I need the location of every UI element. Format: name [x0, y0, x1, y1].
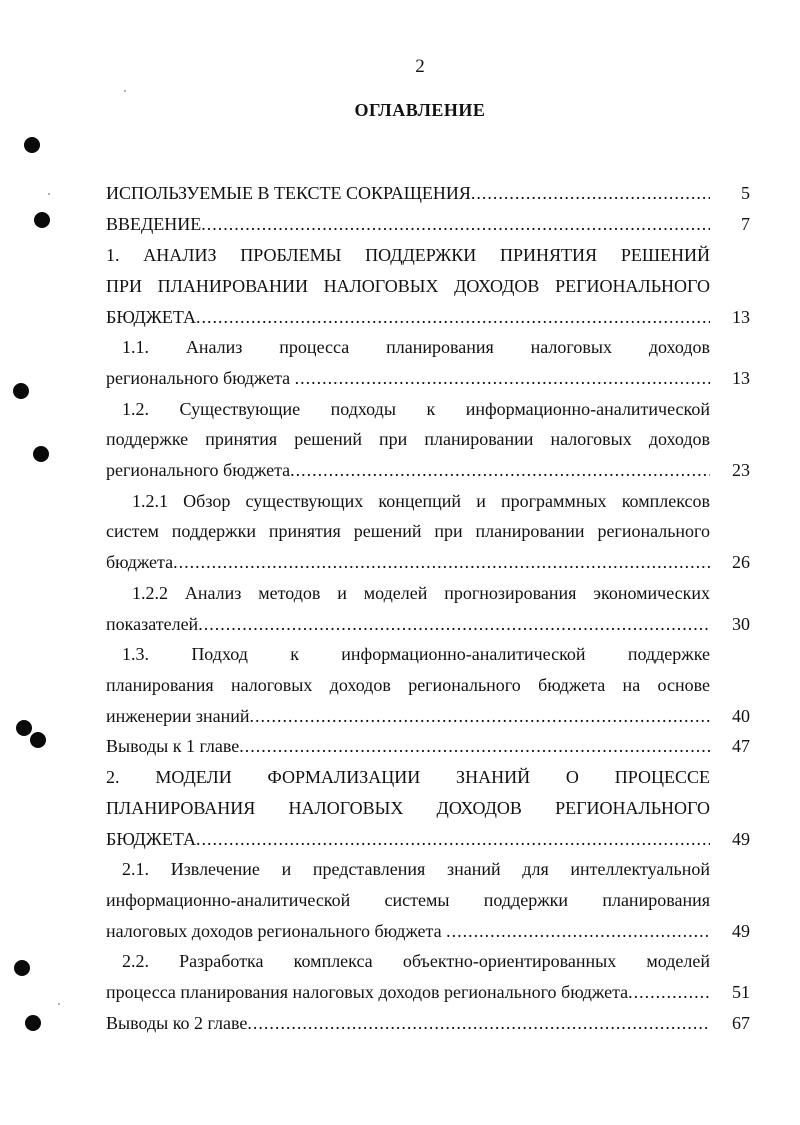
- toc-page-ref: 13: [732, 368, 750, 388]
- punch-hole-mark: [33, 446, 49, 462]
- punch-hole-mark: [25, 1015, 41, 1031]
- leader-dots: [247, 1008, 710, 1039]
- toc-entry-abbreviations: [106, 178, 710, 209]
- toc-entry-introduction: [106, 209, 710, 240]
- toc-page-ref: 47: [732, 736, 750, 756]
- toc-entry-line: БЮДЖЕТА: [106, 829, 196, 849]
- toc-entry-line: систем поддержки принятия решений при планировании регионального: [106, 521, 710, 541]
- toc-entry-section-1-3: 1.3. Подход к информационно-аналитической поддержке: [122, 644, 710, 664]
- leader-dots: [295, 363, 710, 394]
- leader-dots: [198, 609, 710, 640]
- leader-dots: [173, 547, 710, 578]
- toc-entry-line: бюджета: [106, 552, 174, 572]
- leader-dots: [290, 455, 710, 486]
- toc-entry-section-2-2: 2.2. Разработка комплекса объектно-ориентированных моделей: [122, 951, 710, 971]
- leader-dots: [239, 731, 710, 762]
- toc-entry-line-last: [106, 824, 710, 855]
- toc-entry-section-1-2: 1.2. Существующие подходы к информационно-аналитической: [122, 399, 710, 419]
- toc-entry-line: налоговых доходов регионального бюджета: [106, 921, 447, 941]
- toc-title: ОГЛАВЛЕНИЕ: [354, 100, 486, 120]
- punch-hole-mark: [14, 960, 30, 976]
- toc-entry-line: БЮДЖЕТА: [106, 307, 196, 327]
- toc-page-ref: 26: [732, 552, 750, 572]
- toc-entry-conclusions-1: [106, 731, 710, 762]
- punch-hole-mark: [34, 212, 50, 228]
- toc-entry-line: Выводы к 1 главе: [106, 736, 240, 756]
- toc-entry-line: регионального бюджета: [106, 368, 295, 388]
- leader-dots: [196, 302, 710, 333]
- toc-entry-section-2-1: 2.1. Извлечение и представления знаний для интеллектуальной: [122, 859, 710, 879]
- toc-entry-line-last: [106, 609, 710, 640]
- toc-entry-line: информационно-аналитической системы поддержки планирования: [106, 890, 710, 910]
- toc-page-ref: 23: [732, 460, 750, 480]
- toc-page-ref: 40: [732, 706, 750, 726]
- toc-page-ref: 49: [732, 921, 750, 941]
- punch-hole-mark: [24, 137, 40, 153]
- toc-page-ref: 30: [732, 614, 750, 634]
- toc-entry-line: Выводы ко 2 главе: [106, 1013, 248, 1033]
- toc-page-ref: 5: [741, 183, 750, 203]
- scan-speck: [58, 1003, 60, 1005]
- scan-speck: [124, 90, 126, 92]
- scan-speck: [48, 193, 50, 195]
- toc-entry-line: ВВЕДЕНИЕ: [106, 214, 202, 234]
- toc-entry-line-last: [106, 455, 710, 486]
- leader-dots: [628, 977, 710, 1008]
- toc-page-ref: 7: [741, 214, 750, 234]
- toc-entry-line: ПРИ ПЛАНИРОВАНИИ НАЛОГОВЫХ ДОХОДОВ РЕГИОНАЛЬНОГО: [106, 276, 710, 296]
- toc-entry-line: ПЛАНИРОВАНИЯ НАЛОГОВЫХ ДОХОДОВ РЕГИОНАЛЬНОГО: [106, 798, 710, 818]
- toc-entry-chapter-1: 1. АНАЛИЗ ПРОБЛЕМЫ ПОДДЕРЖКИ ПРИНЯТИЯ РЕШЕНИЙ: [106, 245, 710, 265]
- toc-entry-section-1-2-2: 1.2.2 Анализ методов и моделей прогнозирования экономических: [132, 583, 710, 603]
- leader-dots: [471, 178, 710, 209]
- toc-entry-line-last: [106, 701, 710, 732]
- toc-entry-line: ИСПОЛЬЗУЕМЫЕ В ТЕКСТЕ СОКРАЩЕНИЯ: [106, 183, 471, 203]
- toc-page-ref: 51: [732, 982, 750, 1002]
- toc-entry-line-last: [106, 547, 710, 578]
- toc-entry-section-1-2-1: 1.2.1 Обзор существующих концепций и программных комплексов: [132, 491, 710, 511]
- toc-page-ref: 49: [732, 829, 750, 849]
- toc-entry-line-last: [106, 977, 710, 1008]
- toc-entry-line: процесса планирования налоговых доходов регионального бюджета: [106, 982, 629, 1002]
- toc-page-ref: 13: [732, 307, 750, 327]
- leader-dots: [446, 916, 710, 947]
- toc-entry-line-last: [106, 916, 710, 947]
- page-number: 2: [415, 56, 425, 77]
- toc-entry-conclusions-2: [106, 1008, 710, 1039]
- punch-hole-mark: [13, 383, 29, 399]
- toc-entry-section-1-1: 1.1. Анализ процесса планирования налоговых доходов: [122, 337, 710, 357]
- toc-entry-line: показателей: [106, 614, 199, 634]
- leader-dots: [249, 701, 710, 732]
- punch-hole-mark: [30, 732, 46, 748]
- toc-entry-line: регионального бюджета: [106, 460, 291, 480]
- toc-entry-line-last: [106, 302, 710, 333]
- toc-entry-chapter-2: 2. МОДЕЛИ ФОРМАЛИЗАЦИИ ЗНАНИЙ О ПРОЦЕССЕ: [106, 767, 710, 787]
- leader-dots: [196, 824, 710, 855]
- toc-entry-line: инженерии знаний: [106, 706, 250, 726]
- leader-dots: [201, 209, 710, 240]
- toc-entry-line: планирования налоговых доходов регионального бюджета на основе: [106, 675, 710, 695]
- toc-page-ref: 67: [732, 1013, 750, 1033]
- punch-hole-mark: [16, 720, 32, 736]
- toc-entry-line: поддержке принятия решений при планировании налоговых доходов: [106, 429, 710, 449]
- toc-entry-line-last: [106, 363, 710, 394]
